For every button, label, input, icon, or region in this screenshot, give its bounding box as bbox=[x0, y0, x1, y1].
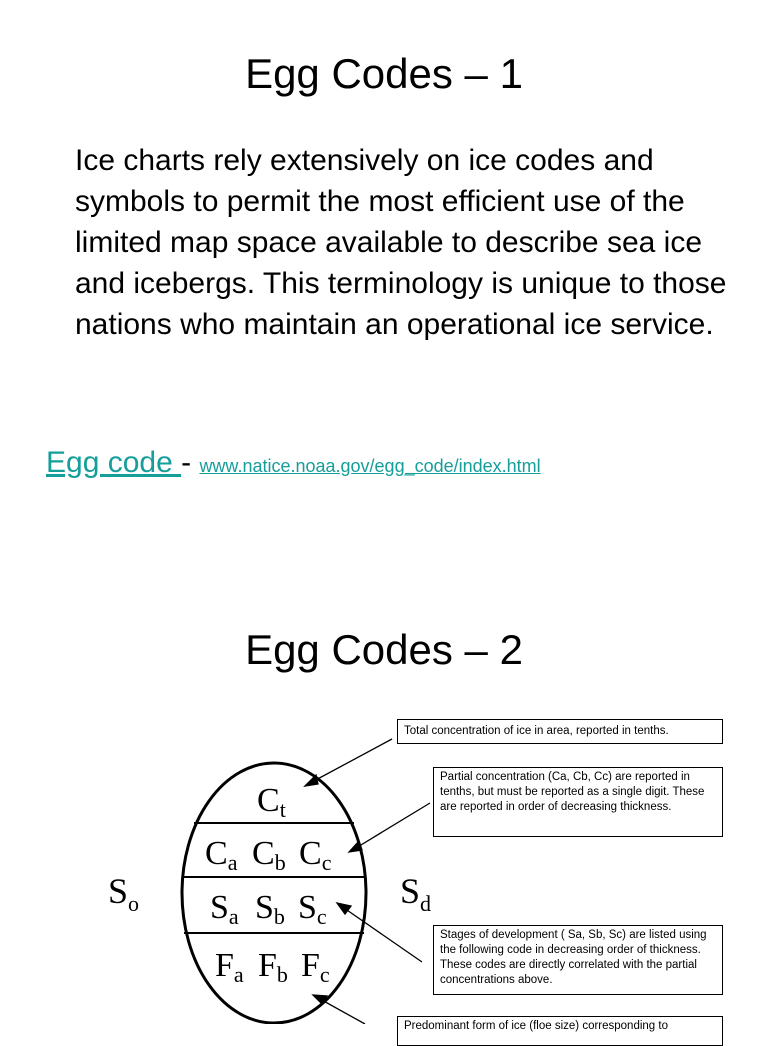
slide1-body: Ice charts rely extensively on ice codes and symbols to permit the most efficient use of the limited map space available to describe sea ice and icebergs. This terminology is unique to those nations who maintain an operational ice service. bbox=[75, 144, 727, 341]
link-separator: - bbox=[181, 446, 200, 479]
code-fa: Fa bbox=[215, 947, 244, 987]
code-ca: Ca bbox=[205, 835, 238, 875]
arrow-partial bbox=[356, 803, 430, 848]
label-sd: $S_d$ bbox=[400, 871, 432, 916]
egg-code-link-line bbox=[46, 446, 541, 480]
code-cc: Cc bbox=[299, 835, 332, 875]
callout-total-concentration: Total concentration of ice in area, reported in tenths. bbox=[397, 719, 723, 744]
callout-partial-concentration: Partial concentration (Ca, Cb, Cc) are reported in tenths, but must be reported as a single digit. These are reported in order of decreasing thickness. bbox=[433, 767, 723, 837]
code-ct: Ct bbox=[257, 782, 286, 822]
arrowhead-partial bbox=[349, 841, 362, 852]
code-sa: Sa bbox=[210, 889, 239, 929]
slide2-title: Egg Codes – 2 bbox=[245, 626, 523, 673]
slide1-title: Egg Codes – 1 bbox=[245, 50, 523, 97]
code-cb: Cb bbox=[252, 835, 286, 875]
arrow-form bbox=[320, 999, 365, 1024]
arrowhead-total bbox=[305, 775, 318, 786]
code-fc: Fc bbox=[301, 947, 330, 987]
egg-code-url-link[interactable]: www.natice.noaa.gov/egg_code/index.html bbox=[199, 456, 541, 476]
egg-code-link[interactable]: Egg code bbox=[46, 446, 182, 479]
callout-stages-of-development: Stages of development ( Sa, Sb, Sc) are listed using the following code in decreasing order of thickness. These codes are directly correlated with the partial concentrations above. bbox=[433, 925, 723, 995]
arrowhead-stages bbox=[337, 903, 351, 914]
label-so: $S_o$ bbox=[108, 871, 140, 916]
code-sc: Sc bbox=[298, 889, 327, 929]
code-fb: Fb bbox=[258, 947, 288, 987]
code-sb: Sb bbox=[255, 889, 285, 929]
callout-predominant-form: Predominant form of ice (floe size) corresponding to bbox=[397, 1016, 723, 1046]
arrow-total bbox=[312, 739, 392, 782]
